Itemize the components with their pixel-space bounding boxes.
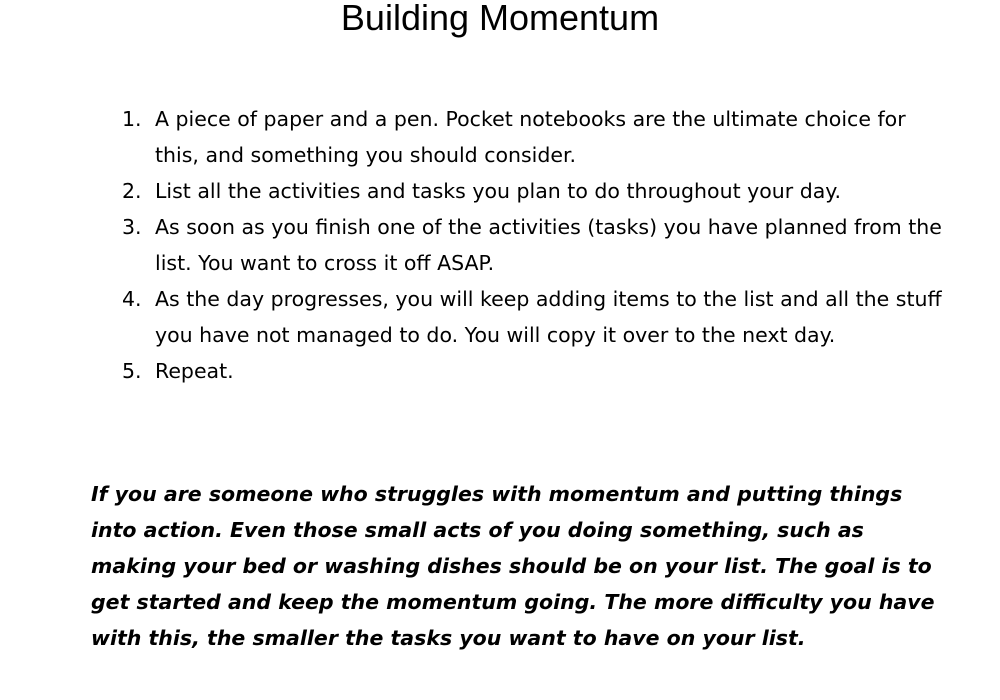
- list-item-text: As the day progresses, you will keep adding items to the list and all the stuff you have not managed to do. You will copy it over to the next day.: [155, 287, 942, 347]
- list-item-text: As soon as you finish one of the activities (tasks) you have planned from the list. You want to cross it off ASAP.: [155, 215, 942, 275]
- list-item: [122, 101, 942, 173]
- list-item-number: 5.: [122, 359, 142, 383]
- list-item-text: A piece of paper and a pen. Pocket notebooks are the ultimate choice for this, and something you should consider.: [155, 107, 906, 167]
- list-item: [122, 281, 942, 353]
- list-item: [122, 353, 942, 389]
- list-item-number: 1.: [122, 107, 142, 131]
- steps-list: [122, 101, 942, 389]
- list-item-text: List all the activities and tasks you plan to do throughout your day.: [155, 179, 842, 203]
- page-title: Building Momentum: [340, 0, 660, 38]
- list-item: [122, 209, 942, 281]
- list-item-number: 3.: [122, 215, 142, 239]
- list-item-text: Repeat.: [155, 359, 234, 383]
- list-item-number: 2.: [122, 179, 142, 203]
- emphasis-paragraph: If you are someone who struggles with momentum and putting things into action. Even those small acts of you doing something, such as making your bed or washing dishes should be on your list. The goal is to get started and keep the momentum going. The more difficulty you have with this, the smaller the tasks you want to have on your list.: [91, 482, 935, 650]
- list-item: [122, 173, 942, 209]
- list-item-number: 4.: [122, 287, 142, 311]
